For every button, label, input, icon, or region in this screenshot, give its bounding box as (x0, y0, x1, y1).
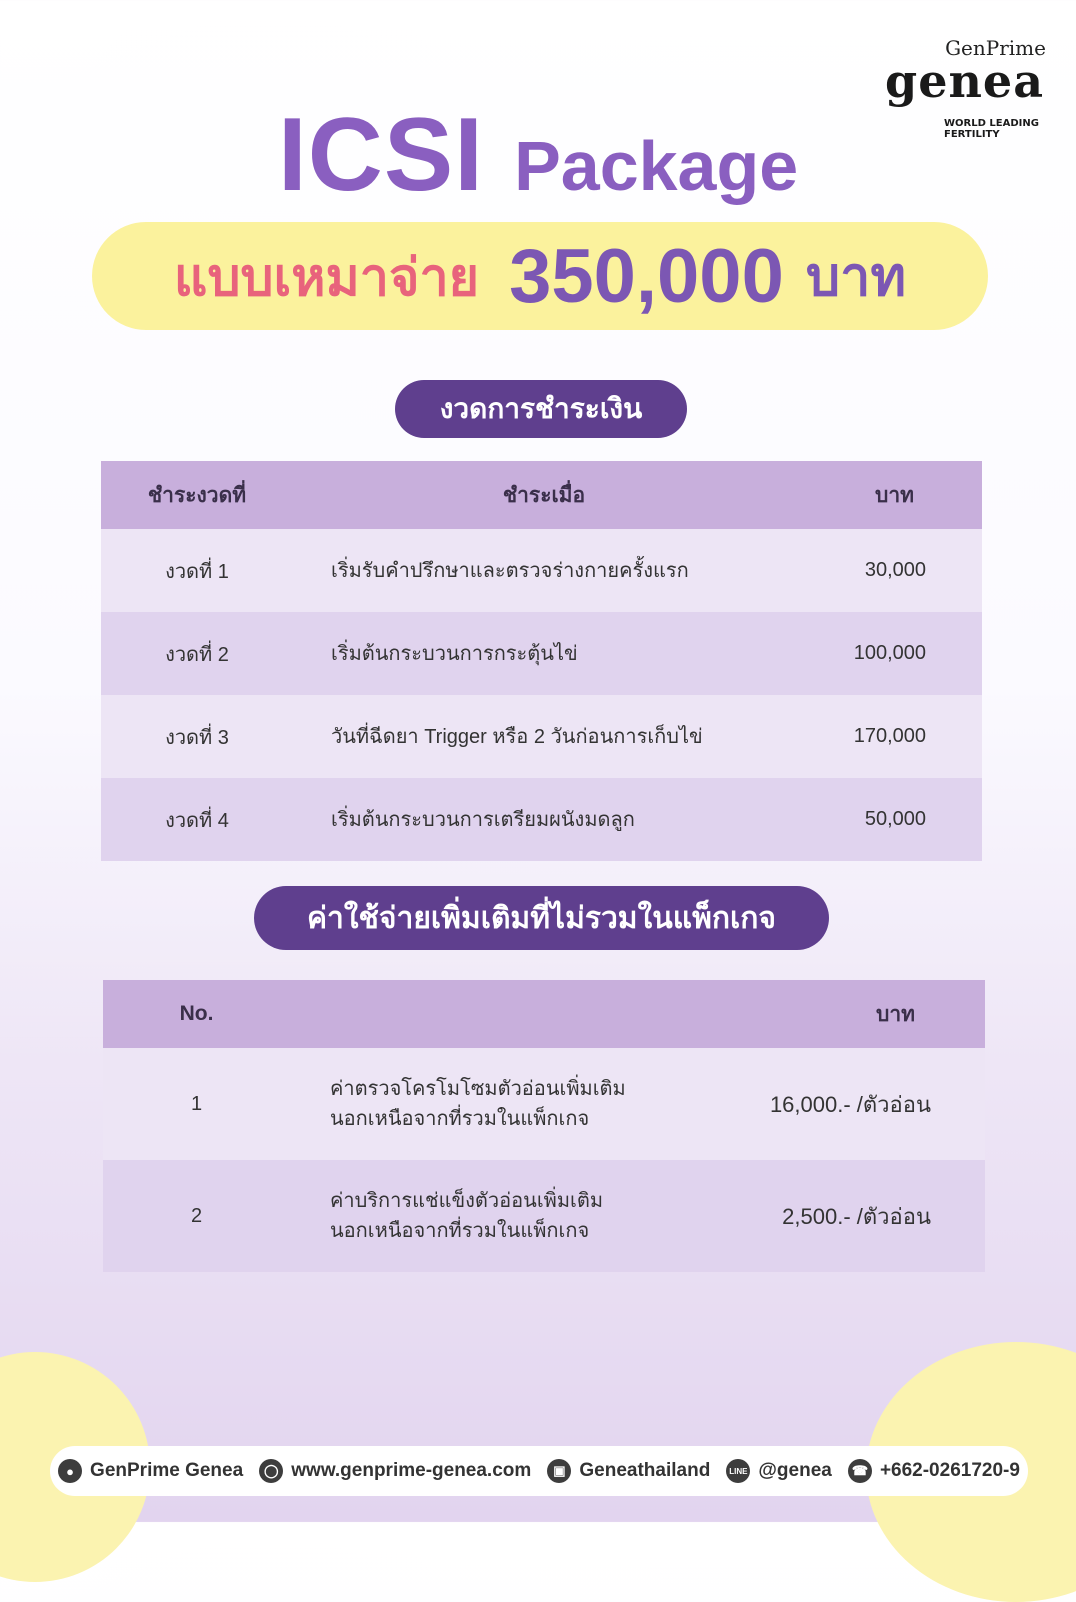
line-icon: LINE (726, 1459, 750, 1483)
price-banner (92, 222, 988, 330)
logo-tagline: WORLD LEADING FERTILITY (944, 118, 1039, 140)
footer-phone[interactable]: ☎ +662-0261720-9 (848, 1459, 1020, 1483)
installments-table (101, 461, 982, 861)
extras-table (103, 980, 985, 1272)
extra-desc-line2: นอกเหนือจากที่รวมในแพ็กเกจ (330, 1220, 590, 1242)
header-no: No. (103, 980, 290, 1048)
instagram-icon: ▣ (547, 1459, 571, 1483)
title-package: Package (514, 127, 799, 205)
logo-word: genea (885, 54, 1044, 108)
table-row: งวดที่ 4 เริ่มต้นกระบวนการเตรียมผนังมดลูก 50,000 (101, 778, 982, 861)
footer-website[interactable]: ◯ www.genprime-genea.com (259, 1459, 531, 1483)
table-row: งวดที่ 2 เริ่มต้นกระบวนการกระตุ้นไข่ 100,000 (101, 612, 982, 695)
price-amount: 350,000 (509, 233, 784, 319)
wechat-icon: ● (58, 1459, 82, 1483)
header-amount: บาท (692, 980, 985, 1048)
logo-brand: GenPrime (945, 36, 1046, 60)
footer-line[interactable]: LINE @genea (726, 1459, 831, 1483)
page-title (0, 96, 1076, 215)
header-blank (290, 980, 692, 1048)
extras-section-title: ค่าใช้จ่ายเพิ่มเติมที่ไม่รวมในแพ็กเกจ (254, 886, 829, 950)
header-installment: ชำระงวดที่ (101, 461, 293, 529)
extra-desc-line2: นอกเหนือจากที่รวมในแพ็กเกจ (330, 1108, 590, 1130)
phone-icon: ☎ (848, 1459, 872, 1483)
table-row: 2 ค่าบริการแช่แข็งตัวอ่อนเพิ่มเติม นอกเหนือจากที่รวมในแพ็กเกจ 2,500.- /ตัวอ่อน (103, 1160, 985, 1272)
title-icsi: ICSI (277, 97, 485, 213)
price-unit: บาท (805, 247, 907, 307)
footer-instagram[interactable]: ▣ Geneathailand (547, 1459, 710, 1483)
extra-desc-line1: ค่าตรวจโครโมโซมตัวอ่อนเพิ่มเติม (330, 1078, 626, 1100)
header-when: ชำระเมื่อ (293, 461, 795, 529)
table-row: 1 ค่าตรวจโครโมโซมตัวอ่อนเพิ่มเติม นอกเหนือจากที่รวมในแพ็กเกจ 16,000.- /ตัวอ่อน (103, 1048, 985, 1160)
extra-desc-line1: ค่าบริการแช่แข็งตัวอ่อนเพิ่มเติม (330, 1190, 604, 1212)
table-row: งวดที่ 3 วันที่ฉีดยา Trigger หรือ 2 วันก่อนการเก็บไข่ 170,000 (101, 695, 982, 778)
header-amount: บาท (795, 461, 982, 529)
table-row: งวดที่ 1 เริ่มรับคำปรึกษาและตรวจร่างกายครั้งแรก 30,000 (101, 529, 982, 612)
contact-footer (50, 1446, 1028, 1496)
installments-section-title: งวดการชำระเงิน (395, 380, 687, 438)
footer-wechat[interactable]: ● GenPrime Genea (58, 1459, 243, 1483)
globe-icon: ◯ (259, 1459, 283, 1483)
price-label: แบบเหมาจ่าย (173, 248, 480, 307)
